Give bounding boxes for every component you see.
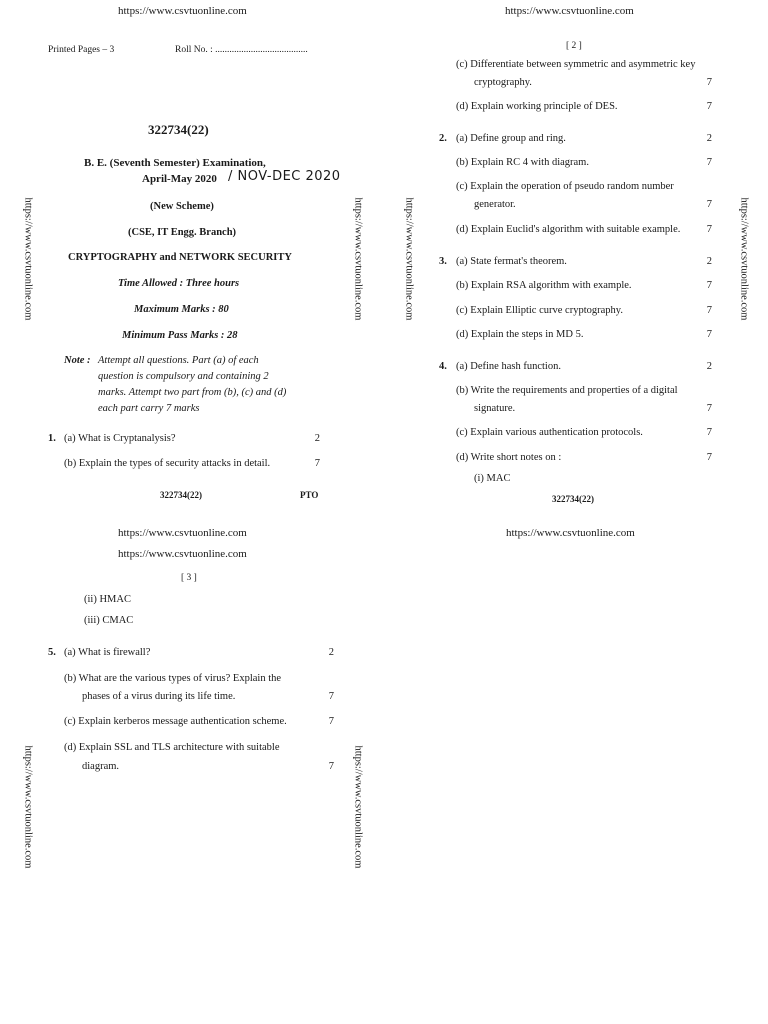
question-2c-line-2: generator. [474, 199, 516, 210]
question-5a-marks: 2 [328, 647, 334, 658]
note-line-1: Attempt all questions. Part (a) of each [98, 355, 259, 366]
question-4a-marks: 2 [706, 361, 712, 372]
question-5c: (c) Explain kerberos message authentication scheme. [64, 716, 287, 727]
question-1c-line-1: (c) Differentiate between symmetric and asymmetric key [456, 59, 696, 70]
question-4d-ii: (ii) HMAC [84, 594, 131, 605]
question-5c-marks: 7 [328, 716, 334, 727]
question-1a-marks: 2 [314, 433, 320, 444]
watermark-vertical-right-top: https://www.csvtuonline.com [738, 197, 750, 321]
question-3d-marks: 7 [706, 329, 712, 340]
question-2a-marks: 2 [706, 133, 712, 144]
question-1d: (d) Explain working principle of DES. [456, 101, 618, 112]
note-line-2: question is compulsory and containing 2 [98, 371, 269, 382]
question-1c-marks: 7 [706, 77, 712, 88]
question-4d-i: (i) MAC [474, 473, 511, 484]
question-5-number: 5. [48, 647, 56, 658]
exam-line-1: B. E. (Seventh Semester) Examination, [84, 157, 266, 169]
question-3-number: 3. [439, 256, 447, 267]
watermark-vertical-mid-bottom: https://www.csvtuonline.com [352, 745, 364, 869]
question-4c-marks: 7 [706, 427, 712, 438]
question-3a: (a) State fermat's theorem. [456, 256, 567, 267]
question-1c-line-2: cryptography. [474, 77, 532, 88]
roll-no: Roll No. : ....................................... [175, 45, 308, 55]
scheme: (New Scheme) [150, 201, 214, 212]
watermark-vertical-mid-top: https://www.csvtuonline.com [352, 197, 364, 321]
question-5d-line-2: diagram. [82, 761, 120, 772]
printed-pages: Printed Pages – 3 [48, 45, 115, 55]
question-5d-marks: 7 [328, 761, 334, 772]
branch: (CSE, IT Engg. Branch) [128, 227, 237, 238]
paper-code: 322734(22) [148, 122, 209, 137]
exam-line-2: April-May 2020 [142, 173, 217, 185]
note-line-4: each part carry 7 marks [98, 403, 200, 414]
watermark-vertical-left-top: https://www.csvtuonline.com [22, 197, 34, 321]
watermark-url-mid-left: https://www.csvtuonline.com [118, 527, 247, 539]
question-4-number: 4. [439, 361, 447, 372]
minimum-marks: Minimum Pass Marks : 28 [122, 330, 238, 341]
watermark-url-mid-right: https://www.csvtuonline.com [506, 527, 635, 539]
handwritten-session: / NOV-DEC 2020 [228, 169, 341, 184]
question-4d: (d) Write short notes on : [456, 452, 562, 463]
note-line-3: marks. Attempt two part from (b), (c) and (d) [98, 387, 287, 398]
question-4c: (c) Explain various authentication protocols. [456, 427, 643, 438]
question-3d: (d) Explain the steps in MD 5. [456, 329, 584, 340]
question-3c-marks: 7 [706, 305, 712, 316]
question-3b-marks: 7 [706, 280, 712, 291]
subject-title: CRYPTOGRAPHY and NETWORK SECURITY [68, 252, 292, 263]
pto: PTO [300, 490, 319, 500]
watermark-vertical-mid2-top: https://www.csvtuonline.com [403, 197, 415, 321]
question-5a: (a) What is firewall? [64, 647, 151, 658]
question-5b-line-2: phases of a virus during its life time. [82, 691, 236, 702]
question-2b: (b) Explain RC 4 with diagram. [456, 157, 589, 168]
question-5b-line-1: (b) What are the various types of virus? Explain the [64, 673, 282, 684]
question-4b-line-1: (b) Write the requirements and properties of a digital [456, 385, 678, 396]
question-4d-iii: (iii) CMAC [84, 615, 134, 626]
question-1b: (b) Explain the types of security attacks in detail. [64, 458, 271, 469]
question-1b-marks: 7 [314, 458, 320, 469]
question-4a: (a) Define hash function. [456, 361, 561, 372]
question-1-number: 1. [48, 433, 56, 444]
maximum-marks: Maximum Marks : 80 [134, 304, 229, 315]
watermark-url-mid-left-2: https://www.csvtuonline.com [118, 548, 247, 560]
question-2d: (d) Explain Euclid's algorithm with suitable example. [456, 224, 681, 235]
watermark-url-top-left: https://www.csvtuonline.com [118, 5, 247, 17]
question-5b-marks: 7 [328, 691, 334, 702]
page1-footer-code: 322734(22) [160, 490, 202, 500]
question-5d-line-1: (d) Explain SSL and TLS architecture with suitable [64, 742, 280, 753]
question-3c: (c) Explain Elliptic curve cryptography. [456, 305, 623, 316]
question-2b-marks: 7 [706, 157, 712, 168]
question-4b-line-2: signature. [474, 403, 516, 414]
question-2d-marks: 7 [706, 224, 712, 235]
question-1d-marks: 7 [706, 101, 712, 112]
question-2c-line-1: (c) Explain the operation of pseudo random number [456, 181, 674, 192]
note-label: Note : [64, 355, 91, 366]
question-2-number: 2. [439, 133, 447, 144]
page-2-number: [ 2 ] [566, 41, 582, 51]
watermark-url-top-right: https://www.csvtuonline.com [505, 5, 634, 17]
question-3b: (b) Explain RSA algorithm with example. [456, 280, 632, 291]
watermark-vertical-left-bottom: https://www.csvtuonline.com [22, 745, 34, 869]
page-3-number: [ 3 ] [181, 573, 197, 583]
question-4b-marks: 7 [706, 403, 712, 414]
question-2c-marks: 7 [706, 199, 712, 210]
question-1a: (a) What is Cryptanalysis? [64, 433, 176, 444]
question-3a-marks: 2 [706, 256, 712, 267]
page2-footer-code: 322734(22) [552, 494, 594, 504]
question-4d-marks: 7 [706, 452, 712, 463]
time-allowed: Time Allowed : Three hours [118, 278, 240, 289]
question-2a: (a) Define group and ring. [456, 133, 566, 144]
